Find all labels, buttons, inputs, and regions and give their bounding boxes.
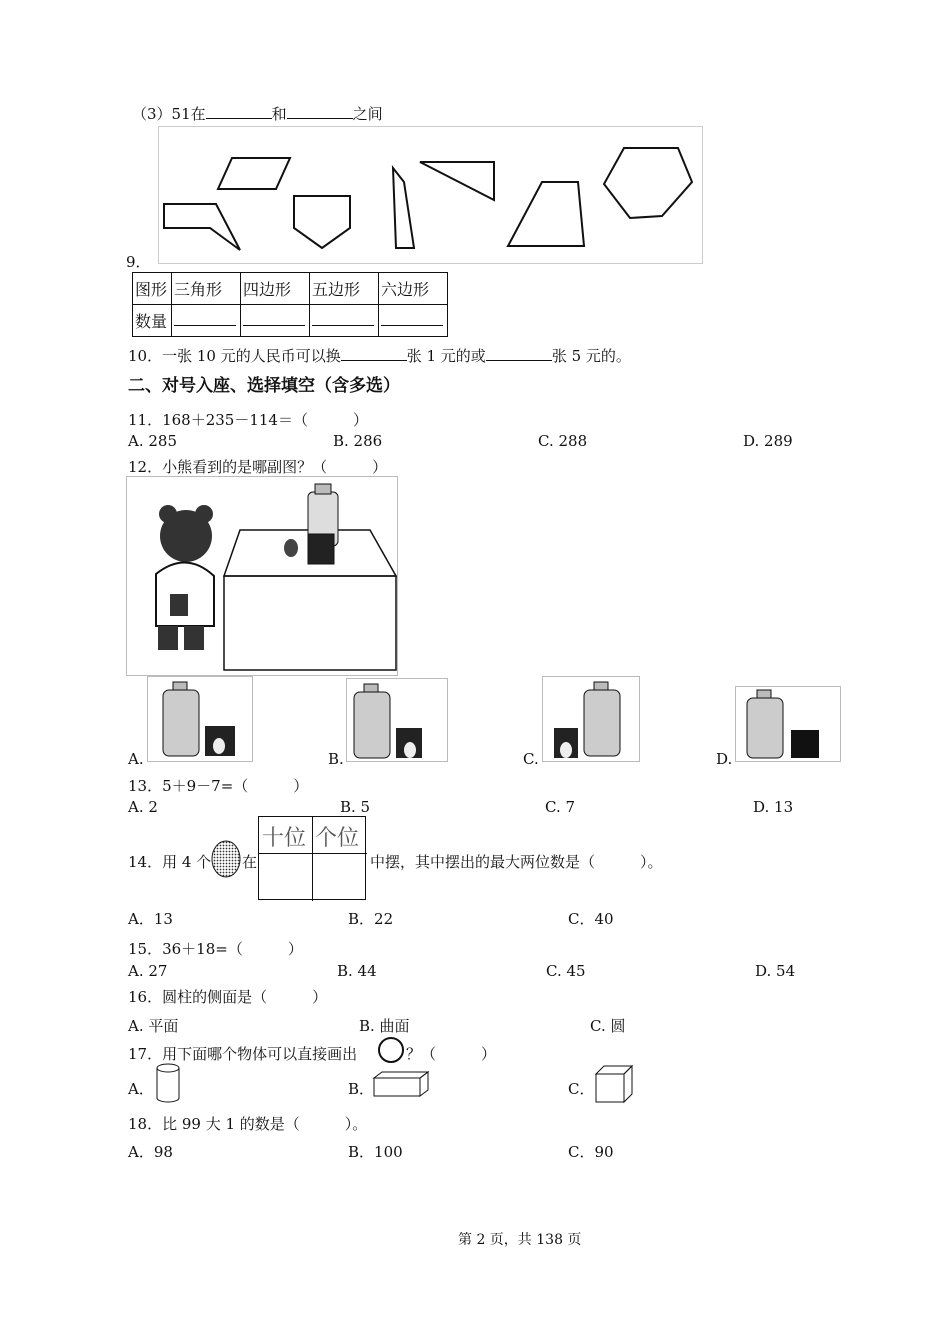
q13-option-a[interactable]: A. 2: [128, 798, 158, 816]
q15-option-d[interactable]: D. 54: [755, 962, 796, 980]
q13-option-c[interactable]: C. 7: [545, 798, 576, 816]
bear-scene-image: [126, 476, 398, 676]
q10-text-3: 张 5 元的。: [551, 347, 631, 365]
cube-icon[interactable]: [594, 1064, 636, 1106]
q12-option-b-image[interactable]: [346, 678, 448, 762]
q11-stem: 11．168＋235－114＝（ ）: [128, 411, 368, 429]
q10-blank-2[interactable]: [486, 346, 552, 361]
count-cell-triangle[interactable]: [172, 305, 241, 337]
q10-text-1: 10．一张 10 元的人民币可以换: [128, 347, 341, 365]
shape-triangle: [420, 162, 494, 200]
q14-option-b[interactable]: B．22: [348, 910, 394, 928]
q3-prefix: （3）51在: [132, 105, 206, 123]
q14-option-c[interactable]: C．40: [568, 910, 614, 928]
q18-option-c[interactable]: C．90: [568, 1143, 614, 1161]
dotted-disc-icon: [210, 838, 242, 880]
q12-option-d-label[interactable]: D.: [716, 750, 733, 768]
q18-stem: 18．比 99 大 1 的数是（ ）。: [128, 1115, 368, 1133]
q11-option-a[interactable]: A. 285: [128, 432, 177, 450]
q16-option-b[interactable]: B. 曲面: [359, 1017, 410, 1035]
q3-blank-1[interactable]: [206, 104, 272, 119]
q15-stem: 15．36＋18=（ ）: [128, 940, 303, 958]
q18-option-b[interactable]: B．100: [348, 1143, 403, 1161]
place-value-chart: [258, 816, 366, 900]
table-col-triangle: 三角形: [172, 273, 241, 305]
shape-trapezoid: [508, 182, 584, 246]
q17-option-a-label[interactable]: A．: [128, 1080, 154, 1098]
count-cell-pentagon[interactable]: [310, 305, 379, 337]
q10-blank-1[interactable]: [341, 346, 407, 361]
table-col-hexagon: 六边形: [379, 273, 448, 305]
q15-option-a[interactable]: A. 27: [128, 962, 168, 980]
q10-text-2: 张 1 元的或: [406, 347, 486, 365]
q12-option-c-image[interactable]: [542, 676, 640, 762]
cylinder-icon[interactable]: [154, 1062, 182, 1104]
shape-count-table: [132, 272, 448, 337]
q3-line: [132, 103, 383, 124]
section-2-title: 二、对号入座、选择填空（含多选）: [128, 376, 400, 396]
table-header-count: 数量: [133, 305, 172, 337]
q13-stem: 13．5＋9－7=（ ）: [128, 777, 309, 795]
q3-mid: 和: [271, 105, 287, 123]
shape-tall-quadrilateral: [393, 168, 414, 248]
q12-option-d-image[interactable]: [735, 686, 841, 762]
q11-option-d[interactable]: D. 289: [743, 432, 793, 450]
q11-option-c[interactable]: C. 288: [538, 432, 588, 450]
ones-header: 个位: [315, 826, 360, 851]
q17-option-c-label[interactable]: C．: [568, 1080, 595, 1098]
shape-parallelogram: [218, 158, 290, 189]
tens-header: 十位: [262, 826, 307, 851]
page-footer: 第 2 页，共 138 页: [458, 1232, 582, 1248]
q13-option-b[interactable]: B. 5: [340, 798, 371, 816]
q12-option-c-label[interactable]: C.: [523, 750, 539, 768]
table-col-pentagon: 五边形: [310, 273, 379, 305]
q12-option-b-label[interactable]: B.: [328, 750, 344, 768]
q17-stem-suffix: ？（ ）: [406, 1045, 497, 1063]
q15-option-b[interactable]: B. 44: [337, 962, 377, 980]
q12-stem: 12．小熊看到的是哪副图？（ ）: [128, 458, 388, 476]
q17-stem-prefix: 17．用下面哪个物体可以直接画出: [128, 1045, 358, 1063]
q16-stem: 16．圆柱的侧面是（ ）: [128, 988, 328, 1006]
q17-option-b-label[interactable]: B．: [348, 1080, 375, 1098]
q11-option-b[interactable]: B. 286: [333, 432, 383, 450]
q12-option-a-image[interactable]: [147, 676, 253, 762]
q12-option-a-label[interactable]: A.: [128, 750, 144, 768]
q3-blank-2[interactable]: [287, 104, 353, 119]
count-cell-quadrilateral[interactable]: [241, 305, 310, 337]
q3-suffix: 之间: [352, 105, 383, 123]
q14-mid: 在: [242, 853, 258, 871]
q18-option-a[interactable]: A．98: [128, 1143, 173, 1161]
shapes-figure: [158, 126, 703, 264]
q14-prefix: 14．用 4 个: [128, 853, 212, 871]
shape-hexagon: [604, 148, 692, 218]
table-header-shape: 图形: [133, 273, 172, 305]
cuboid-icon[interactable]: [372, 1070, 430, 1098]
circle-icon: [377, 1036, 405, 1064]
q16-option-c[interactable]: C. 圆: [590, 1017, 626, 1035]
shape-pentagon: [294, 196, 350, 248]
q9-number: 9．: [126, 253, 151, 271]
shape-irregular-quadrilateral: [164, 204, 240, 250]
q16-option-a[interactable]: A. 平面: [128, 1017, 179, 1035]
q15-option-c[interactable]: C. 45: [546, 962, 586, 980]
q14-option-a[interactable]: A．13: [128, 910, 173, 928]
q10: [128, 345, 631, 366]
count-cell-hexagon[interactable]: [379, 305, 448, 337]
q13-option-d[interactable]: D. 13: [753, 798, 794, 816]
table-col-quadrilateral: 四边形: [241, 273, 310, 305]
q14-suffix: 中摆，其中摆出的最大两位数是（ ）。: [370, 853, 663, 871]
